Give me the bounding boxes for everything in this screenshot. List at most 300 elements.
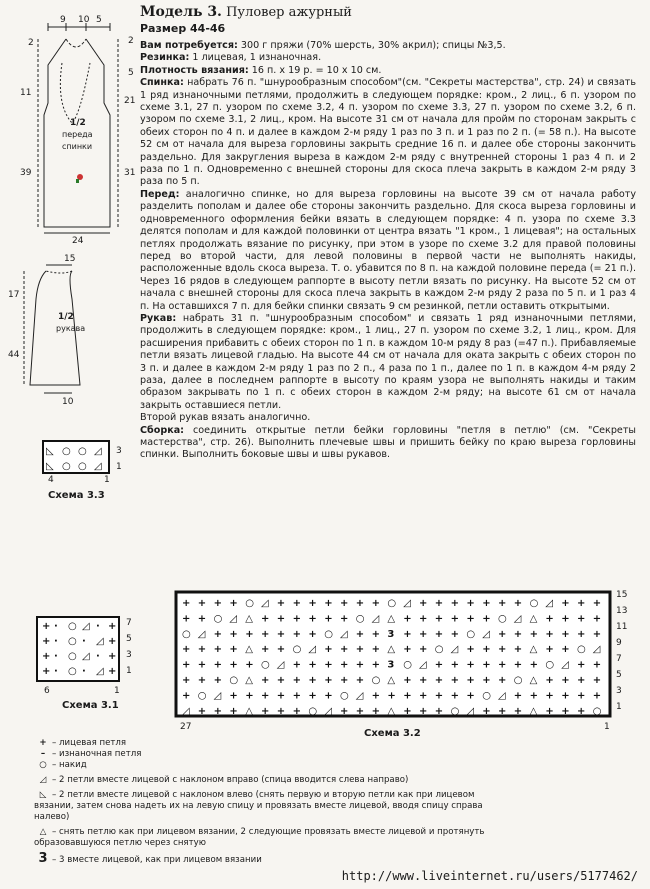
- svg-text:+: +: [213, 705, 222, 717]
- svg-text:+: +: [561, 613, 570, 625]
- svg-text:◿: ◿: [213, 690, 222, 702]
- dim-top: 15: [64, 254, 76, 264]
- svg-text:△: △: [529, 613, 538, 625]
- knit-icon: +: [39, 738, 47, 748]
- col-number: 6: [44, 686, 50, 696]
- pattern-half-label: 1/2: [58, 312, 74, 322]
- svg-text:+: +: [340, 598, 349, 609]
- source-url[interactable]: http://www.liveinternet.ru/users/5177462/: [341, 869, 638, 883]
- svg-text:+: +: [450, 598, 459, 609]
- svg-text:○: ○: [197, 690, 207, 702]
- svg-text:+: +: [213, 644, 222, 656]
- svg-text:+: +: [308, 690, 317, 702]
- col-number: 4: [48, 475, 54, 485]
- svg-text:+: +: [450, 675, 459, 686]
- svg-text:◿: ◿: [561, 659, 569, 671]
- text-block: [140, 40, 636, 462]
- svg-text:+: +: [482, 659, 491, 671]
- svg-text:○: ○: [261, 659, 270, 671]
- svg-text:+: +: [276, 613, 286, 625]
- svg-text:+: +: [498, 659, 507, 671]
- svg-text:○: ○: [450, 705, 460, 717]
- svg-text:+: +: [434, 659, 444, 671]
- dim-right: 2: [128, 36, 134, 46]
- svg-text:○: ○: [62, 446, 71, 457]
- svg-text:·: ·: [82, 636, 86, 647]
- svg-text:+: +: [308, 613, 317, 625]
- pattern-half-label: 1/2: [70, 118, 86, 128]
- row-number: 3: [116, 446, 122, 456]
- svg-text:+: +: [434, 628, 444, 640]
- svg-text:+: +: [577, 613, 586, 625]
- svg-text:+: +: [434, 705, 444, 717]
- svg-text:+: +: [498, 628, 507, 640]
- k2tog-right-icon: ◿: [39, 775, 47, 785]
- svg-text:+: +: [355, 598, 365, 609]
- svg-text:+: +: [577, 659, 586, 671]
- svg-text:+: +: [340, 675, 349, 686]
- row-number: 11: [616, 622, 628, 632]
- svg-text:·: ·: [54, 666, 58, 677]
- svg-text:·: ·: [54, 651, 58, 662]
- svg-text:+: +: [108, 621, 117, 632]
- svg-text:△: △: [245, 705, 253, 717]
- svg-text:◿: ◿: [513, 613, 522, 625]
- section-second-sleeve: [140, 412, 636, 424]
- schema-3-2-grid: [174, 590, 612, 720]
- svg-text:◿: ◿: [355, 690, 364, 702]
- svg-text:+: +: [292, 628, 301, 640]
- svg-text:+: +: [450, 613, 459, 625]
- model-name: Пуловер ажурный: [226, 5, 352, 20]
- svg-text:+: +: [213, 675, 222, 686]
- svg-text:◺: ◺: [46, 446, 54, 457]
- svg-text:+: +: [592, 613, 602, 625]
- svg-text:+: +: [419, 675, 428, 686]
- svg-text:+: +: [340, 613, 349, 625]
- svg-text:+: +: [276, 675, 286, 686]
- svg-text:+: +: [292, 613, 301, 625]
- svg-text:+: +: [434, 690, 444, 702]
- svg-text:○: ○: [403, 659, 412, 671]
- svg-text:○: ○: [78, 446, 87, 457]
- pattern-back-label: спинки: [62, 142, 93, 151]
- legend-item: [34, 775, 504, 786]
- svg-text:+: +: [371, 690, 380, 702]
- svg-text:+: +: [545, 613, 554, 625]
- svg-text:○: ○: [68, 621, 77, 632]
- svg-text:+: +: [513, 598, 523, 609]
- body-pattern-diagram: [0, 15, 135, 240]
- svg-text:+: +: [482, 644, 491, 656]
- section-label: Плотность вязания:: [140, 64, 249, 76]
- svg-text:+: +: [108, 636, 117, 647]
- dim-left: 39: [20, 168, 32, 178]
- section-text: 1 лицевая, 1 изнаночная.: [189, 52, 322, 64]
- svg-text:○: ○: [324, 628, 333, 640]
- row-number: 1: [126, 666, 132, 676]
- svg-text:◺: ◺: [46, 461, 54, 472]
- model-title: [140, 4, 352, 20]
- svg-text:+: +: [324, 659, 333, 671]
- svg-text:+: +: [292, 598, 301, 609]
- svg-text:○: ○: [355, 613, 365, 625]
- svg-text:○: ○: [545, 659, 555, 671]
- svg-text:+: +: [229, 690, 238, 702]
- svg-text:+: +: [592, 675, 602, 686]
- svg-text:+: +: [513, 705, 523, 717]
- svg-text:◿: ◿: [276, 659, 285, 671]
- svg-text:+: +: [513, 628, 523, 640]
- section-label: Сборка:: [140, 424, 185, 436]
- svg-text:○: ○: [78, 461, 87, 472]
- svg-text:+: +: [513, 644, 523, 656]
- svg-text:+: +: [261, 628, 270, 640]
- svg-text:+: +: [450, 659, 459, 671]
- svg-text:◿: ◿: [450, 644, 459, 656]
- svg-text:○: ○: [577, 644, 586, 656]
- svg-text:◿: ◿: [96, 636, 104, 647]
- svg-text:+: +: [182, 659, 191, 671]
- row-number: 5: [616, 670, 622, 680]
- svg-text:△: △: [529, 644, 538, 656]
- section-label: Спинка:: [140, 77, 184, 89]
- svg-text:+: +: [434, 675, 444, 686]
- svg-text:+: +: [513, 690, 523, 702]
- pattern-sleeve-label: рукава: [56, 324, 86, 333]
- svg-text:+: +: [450, 628, 459, 640]
- sleeve-pattern-diagram: [0, 255, 135, 415]
- svg-text:+: +: [182, 598, 191, 609]
- svg-text:+: +: [403, 613, 412, 625]
- svg-text:+: +: [213, 659, 222, 671]
- svg-text:·: ·: [96, 621, 100, 632]
- svg-text:○: ○: [434, 644, 444, 656]
- svg-text:+: +: [577, 675, 586, 686]
- svg-text:+: +: [545, 690, 554, 702]
- svg-text:+: +: [229, 628, 238, 640]
- svg-text:+: +: [261, 613, 270, 625]
- svg-text:+: +: [387, 690, 396, 702]
- svg-text:+: +: [340, 659, 349, 671]
- dim-top: 5: [96, 15, 102, 25]
- svg-text:+: +: [182, 690, 191, 702]
- svg-text:◿: ◿: [592, 644, 601, 656]
- svg-text:+: +: [482, 675, 491, 686]
- svg-text:+: +: [324, 644, 333, 656]
- svg-text:+: +: [371, 598, 380, 609]
- svg-text:○: ○: [292, 644, 302, 656]
- svg-text:+: +: [355, 628, 365, 640]
- svg-text:△: △: [387, 613, 396, 625]
- svg-text:+: +: [292, 690, 301, 702]
- schema-3-3-label: Схема 3.3: [48, 490, 105, 501]
- svg-text:+: +: [577, 690, 586, 702]
- svg-text:◿: ◿: [96, 666, 104, 677]
- dim-right: 31: [124, 168, 136, 178]
- svg-text:·: ·: [54, 621, 58, 632]
- dim-right: 21: [124, 96, 136, 106]
- svg-text:◿: ◿: [308, 644, 317, 656]
- section-back: [140, 77, 636, 189]
- svg-text:+: +: [482, 705, 491, 717]
- svg-text:△: △: [387, 705, 396, 717]
- svg-text:◿: ◿: [340, 628, 348, 640]
- svg-text:+: +: [308, 628, 317, 640]
- row-number: 5: [126, 634, 132, 644]
- svg-text:◿: ◿: [94, 446, 102, 457]
- svg-text:+: +: [498, 644, 507, 656]
- svg-text:+: +: [308, 675, 317, 686]
- legend-text: – 2 петли вместе лицевой с наклоном влево (снять первую и вторую петли как при лицевом вязании, затем снова надеть их на левую спицу и провязать вместе лицевой, вводя спицу справа налево): [34, 790, 483, 822]
- svg-text:○: ○: [340, 690, 349, 702]
- svg-text:+: +: [577, 628, 586, 640]
- section-text: Второй рукав вязать аналогично.: [140, 412, 311, 424]
- svg-text:+: +: [245, 659, 254, 671]
- svg-text:+: +: [371, 705, 380, 717]
- svg-text:+: +: [592, 690, 602, 702]
- svg-text:+: +: [292, 675, 301, 686]
- legend-text: – 3 вместе лицевой, как при лицевом вязании: [52, 855, 262, 865]
- svg-text:+: +: [561, 644, 570, 656]
- svg-text:◿: ◿: [466, 705, 475, 717]
- sk2p-icon: △: [39, 827, 47, 837]
- dim-top: 9: [60, 15, 66, 25]
- section-front: [140, 189, 636, 313]
- section-text: набрать 31 п. "шнурообразным способом" и связать 1 ряд изнаночными петлями, продолжить в следующем порядке: кром., 1 лиц., 27 п. узором по схеме 3.2, 1 лиц., кром. Для расширения прибавить с обеих сторон по 1 п. в каждом 10-м ряду 8 раз (=47 п.). Прибавляемые петли вязать лицевой гладью. На высоте 44 см от начала для оката закрыть с обеих сторон по 3 п. и далее в каждом 2-м ряду 1 раз по 2 п., 4 раза по 1 п., далее по 1 п. в каждом 4-м ряду 2 раза, далее в последнем раппорте в высоту по краям узора не выполнять накиды и таким образом закрывать по 1 п. с обеих сторон в каждом 2-м ряду; на высоте 61 см от начала закрыть оставшиеся петли.: [140, 312, 636, 411]
- dim-left: 11: [20, 88, 32, 98]
- svg-text:+: +: [561, 675, 570, 686]
- svg-text:+: +: [403, 628, 412, 640]
- svg-text:+: +: [197, 659, 207, 671]
- svg-text:+: +: [42, 666, 51, 677]
- svg-text:+: +: [355, 705, 365, 717]
- svg-text:+: +: [229, 598, 238, 609]
- svg-text:+: +: [545, 705, 554, 717]
- svg-text:○: ○: [68, 636, 77, 647]
- svg-text:◿: ◿: [82, 651, 90, 662]
- svg-text:◿: ◿: [482, 628, 490, 640]
- section-assembly: [140, 425, 636, 462]
- dim-bottom: 24: [72, 236, 84, 246]
- svg-text:+: +: [340, 644, 349, 656]
- svg-text:△: △: [529, 705, 538, 717]
- svg-text:+: +: [245, 690, 254, 702]
- section-label: Резинка:: [140, 52, 190, 64]
- row-number: 1: [116, 462, 122, 472]
- svg-text:+: +: [276, 644, 286, 656]
- svg-text:+: +: [403, 705, 412, 717]
- svg-text:+: +: [108, 651, 117, 662]
- svg-text:+: +: [42, 636, 51, 647]
- svg-text:△: △: [529, 675, 538, 686]
- svg-text:+: +: [197, 613, 207, 625]
- svg-text:+: +: [261, 705, 270, 717]
- legend-text: – накид: [52, 760, 87, 770]
- svg-text:○: ○: [213, 613, 223, 625]
- svg-text:◿: ◿: [324, 705, 332, 717]
- dim-left: 44: [8, 350, 20, 360]
- svg-text:+: +: [403, 644, 412, 656]
- svg-text:+: +: [276, 690, 286, 702]
- pattern-front-label: переда: [62, 130, 93, 139]
- svg-text:+: +: [355, 644, 365, 656]
- legend-text: – снять петлю как при лицевом вязании, 2 следующие провязать вместе лицевой и протянуть образовавшуюся петлю через снятую: [34, 827, 485, 848]
- svg-text:+: +: [466, 613, 475, 625]
- svg-text:+: +: [261, 644, 270, 656]
- svg-text:+: +: [276, 598, 286, 609]
- svg-text:3: 3: [387, 659, 395, 671]
- svg-text:+: +: [355, 659, 365, 671]
- row-number: 15: [616, 590, 628, 600]
- svg-text:○: ○: [592, 705, 602, 717]
- svg-text:+: +: [324, 690, 333, 702]
- svg-text:+: +: [577, 705, 586, 717]
- svg-text:○: ○: [498, 613, 507, 625]
- svg-text:+: +: [545, 644, 554, 656]
- svg-text:△: △: [387, 644, 396, 656]
- svg-text:◿: ◿: [229, 613, 238, 625]
- svg-text:+: +: [529, 659, 538, 671]
- k3tog-icon: 3: [38, 851, 48, 866]
- svg-text:○: ○: [482, 690, 491, 702]
- svg-text:+: +: [419, 705, 428, 717]
- col-number: 1: [104, 475, 110, 485]
- svg-text:+: +: [213, 598, 222, 609]
- svg-text:3: 3: [387, 628, 395, 640]
- section-label: Перед:: [140, 188, 180, 200]
- svg-text:+: +: [482, 613, 491, 625]
- svg-text:+: +: [276, 628, 286, 640]
- svg-text:+: +: [308, 598, 317, 609]
- k2tog-left-icon: ◺: [39, 790, 47, 800]
- svg-text:+: +: [229, 659, 238, 671]
- svg-text:+: +: [182, 644, 191, 656]
- svg-text:+: +: [261, 675, 270, 686]
- svg-text:+: +: [498, 598, 507, 609]
- svg-text:+: +: [197, 705, 207, 717]
- svg-text:+: +: [434, 598, 444, 609]
- section-label: Рукав:: [140, 312, 177, 324]
- svg-text:◿: ◿: [94, 461, 102, 472]
- schema-3-1-label: Схема 3.1: [62, 700, 119, 711]
- svg-text:◿: ◿: [371, 613, 380, 625]
- legend-text: – лицевая петля: [52, 738, 127, 748]
- svg-text:+: +: [561, 598, 570, 609]
- svg-text:+: +: [42, 651, 51, 662]
- svg-text:+: +: [229, 644, 238, 656]
- col-number: 1: [604, 722, 610, 732]
- svg-text:○: ○: [308, 705, 318, 717]
- svg-text:◿: ◿: [82, 621, 90, 632]
- legend-item: [34, 853, 504, 866]
- row-number: 3: [126, 650, 132, 660]
- legend-item: [34, 790, 504, 823]
- row-number: 7: [616, 654, 622, 664]
- svg-text:+: +: [577, 598, 586, 609]
- svg-text:+: +: [182, 613, 191, 625]
- svg-text:+: +: [371, 659, 380, 671]
- section-materials: [140, 40, 636, 52]
- svg-text:+: +: [482, 598, 491, 609]
- section-text: набрать 76 п. "шнурообразным способом"(см. "Секреты мастерства", стр. 24) и связать 1 ряд изнаночными петлями, продолжить в следующем порядке: кром., 2 лиц., 6 п. узором по схеме 3.1, 27 п. узором по схеме 3.2, 4 п. узором по схеме 3.3, 27 п. узором по схеме 3.2, 6 п. узором по схеме 3.1, 2 лиц., кром. На высоте 31 см от начала для пройм по сторонам закрыть с обеих сторон по 4 п. и далее в каждом 2-м ряду 1 раз по 3 п. и 1 раз по 2 п. (= 58 п.). На высоте 52 см от начала для выреза горловины закрыть средние 16 п. и далее обе стороны закончить раздельно. Для закругления выреза в каждом 2-м ряду с внутренней стороны 1 раз 4 п. и 2 раза по 1 п. Одновременно с внешней стороны для скоса плеча закрыть в каждом 2-м ряду 3 раза по 5 п.: [140, 77, 636, 188]
- svg-text:○: ○: [371, 675, 381, 686]
- svg-text:○: ○: [68, 651, 77, 662]
- row-number: 1: [616, 702, 622, 712]
- svg-text:+: +: [245, 628, 254, 640]
- svg-text:+: +: [197, 598, 207, 609]
- svg-text:+: +: [197, 644, 207, 656]
- svg-text:◿: ◿: [182, 705, 190, 717]
- svg-text:+: +: [324, 598, 333, 609]
- svg-text:+: +: [434, 613, 444, 625]
- dim-top: 10: [78, 15, 90, 25]
- svg-text:·: ·: [54, 636, 58, 647]
- svg-text:+: +: [419, 613, 428, 625]
- svg-text:+: +: [529, 628, 538, 640]
- svg-text:+: +: [371, 644, 380, 656]
- svg-text:+: +: [308, 659, 317, 671]
- svg-text:○: ○: [513, 675, 523, 686]
- svg-text:△: △: [245, 644, 253, 656]
- svg-text:+: +: [466, 690, 475, 702]
- svg-text:○: ○: [62, 461, 71, 472]
- svg-text:△: △: [245, 675, 253, 686]
- section-sleeve: [140, 313, 636, 412]
- svg-text:+: +: [371, 628, 380, 640]
- svg-text:◿: ◿: [419, 659, 427, 671]
- svg-text:◿: ◿: [403, 598, 411, 609]
- dim-left: 2: [28, 38, 34, 48]
- size-line: Размер 44-46: [140, 22, 226, 35]
- svg-text:·: ·: [96, 651, 100, 662]
- legend-item: [34, 738, 504, 749]
- dim-bottom: 10: [62, 397, 74, 407]
- svg-text:+: +: [545, 628, 554, 640]
- legend-item: [34, 760, 504, 771]
- svg-text:+: +: [182, 675, 191, 686]
- svg-text:+: +: [108, 666, 117, 677]
- svg-text:○: ○: [387, 598, 397, 609]
- row-number: 3: [616, 686, 622, 696]
- svg-text:△: △: [245, 613, 253, 625]
- svg-text:+: +: [229, 705, 238, 717]
- svg-text:+: +: [419, 644, 428, 656]
- svg-text:+: +: [466, 598, 475, 609]
- svg-text:○: ○: [245, 598, 254, 609]
- svg-text:△: △: [387, 675, 396, 686]
- svg-text:◿: ◿: [197, 628, 206, 640]
- svg-text:◿: ◿: [261, 598, 269, 609]
- svg-text:+: +: [197, 675, 207, 686]
- legend-item: [34, 827, 504, 849]
- svg-text:+: +: [419, 628, 428, 640]
- svg-text:+: +: [324, 675, 333, 686]
- svg-text:◿: ◿: [545, 598, 554, 609]
- svg-text:+: +: [466, 675, 475, 686]
- model-number: Модель 3.: [140, 4, 222, 20]
- schema-3-2-label: Схема 3.2: [364, 728, 421, 739]
- yarn-over-icon: ○: [39, 760, 47, 770]
- section-text: соединить открытые петли бейки горловины "петля в петлю" (см. "Секреты мастерства", стр. 26). Выполнить плечевые швы и пришить бейку по краю выреза горловины спинки. Выполнить боковые швы и швы рукавов.: [140, 424, 636, 461]
- svg-text:+: +: [466, 644, 475, 656]
- svg-text:+: +: [498, 705, 507, 717]
- svg-text:+: +: [355, 675, 365, 686]
- svg-text:+: +: [324, 613, 333, 625]
- svg-text:+: +: [498, 675, 507, 686]
- col-number: 27: [180, 722, 192, 732]
- svg-text:+: +: [403, 690, 412, 702]
